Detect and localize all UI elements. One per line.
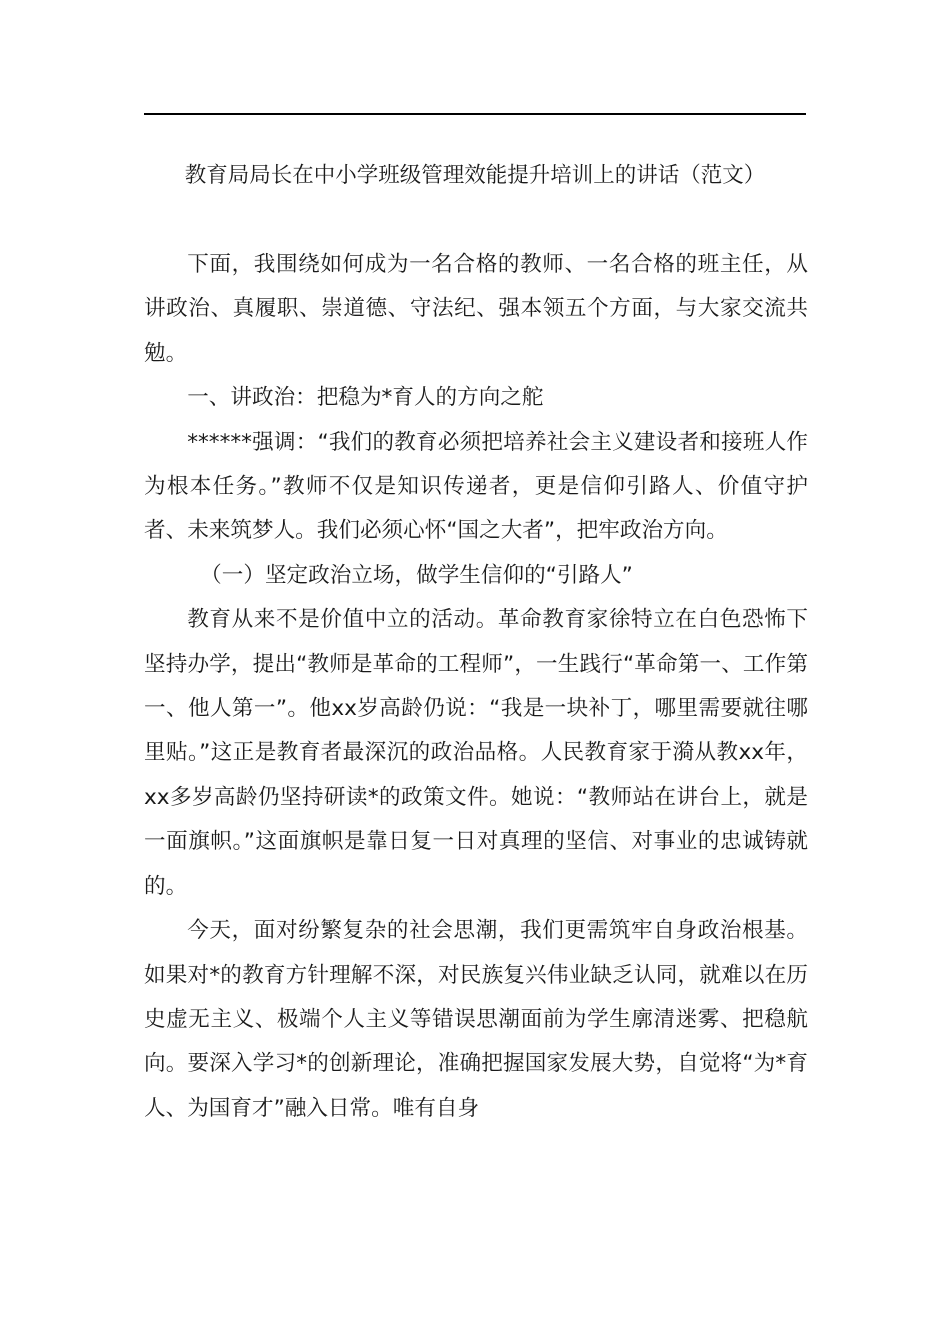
paragraph-today: 今天，面对纷繁复杂的社会思潮，我们更需筑牢自身政治根基。如果对*的教育方针理解不深，对民族复兴伟业缺乏认同，就难以在历史虚无主义、极端个人主义等错误思潮面前为学生廓清迷雾、把稳航向。要深入学习*的创新理论，准确把握国家发展大势，自觉将“为*育人、为国育才”融入日常。唯有自身 xyxy=(144,918,808,1121)
paragraph-quote: ******强调：“我们的教育必须把培养社会主义建设者和接班人作为根本任务。”教师不仅是知识传递者，更是信仰引路人、价值守护者、未来筑梦人。我们必须心怀“国之大者”，把牢政治方向。 xyxy=(144,429,808,544)
document-title: 教育局局长在中小学班级管理效能提升培训上的讲话（范文） xyxy=(184,163,766,188)
paragraph-intro: 下面，我围绕如何成为一名合格的教师、一名合格的班主任，从讲政治、真履职、崇道德、守法纪、强本领五个方面，与大家交流共勉。 xyxy=(144,252,808,366)
document-body xyxy=(144,243,808,1131)
header-divider xyxy=(144,113,806,115)
subsection-heading-1: （一）坚定政治立场，做学生信仰的“引路人” xyxy=(200,562,633,588)
section-heading-1: 一、讲政治：把稳为*育人的方向之舵 xyxy=(187,385,544,411)
paragraph-examples: 教育从来不是价值中立的活动。革命教育家徐特立在白色恐怖下坚持办学，提出“教师是革命的工程师”，一生践行“革命第一、工作第一、他人第一”。他xx岁高龄仍说：“我是一块补丁，哪里需要就往哪里贴。”这正是教育者最深沉的政治品格。人民教育家于漪从教xx年，xx多岁高龄仍坚持研读*的政策文件。她说：“教师站在讲台上，就是一面旗帜。”这面旗帜是靠日复一日对真理的坚信、对事业的忠诚铸就的。 xyxy=(144,607,808,899)
